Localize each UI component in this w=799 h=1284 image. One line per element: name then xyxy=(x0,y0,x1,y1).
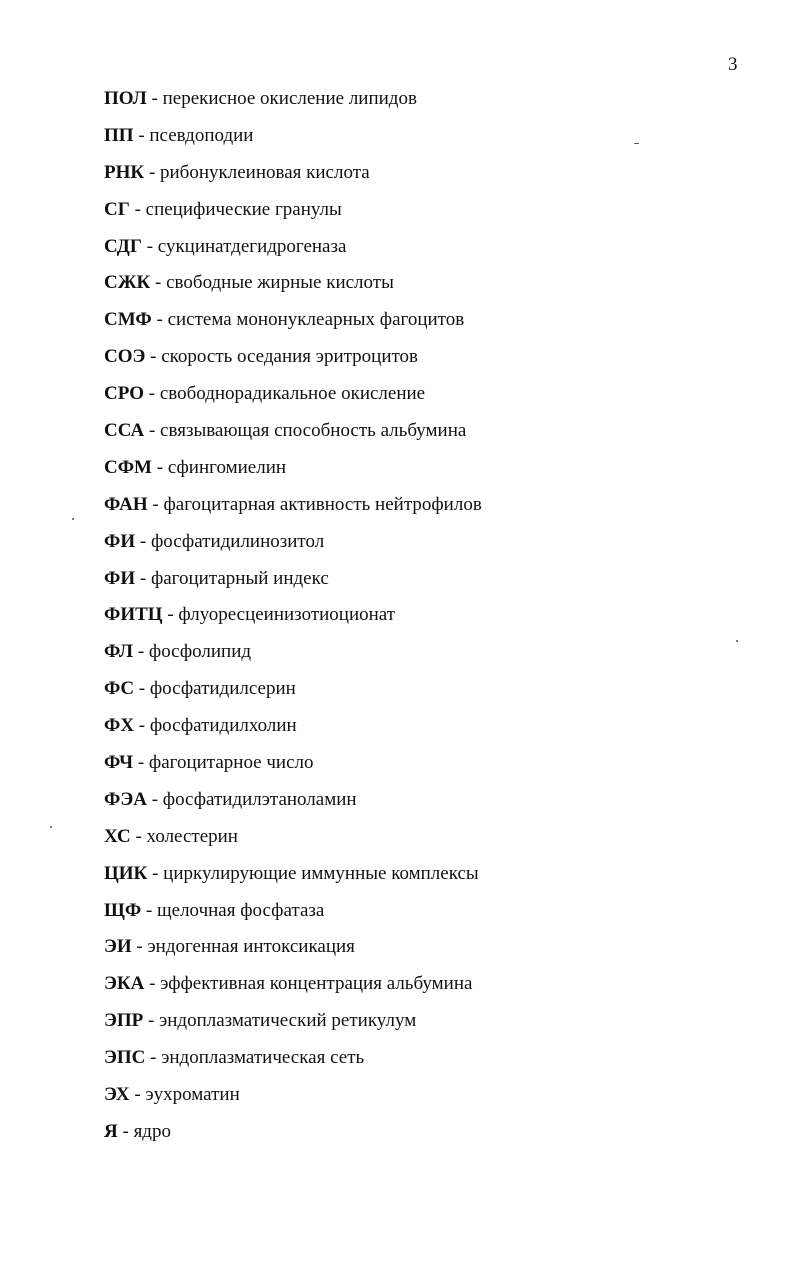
abbreviation-term: СФМ xyxy=(104,456,152,478)
abbreviation-definition: связывающая способность альбумина xyxy=(160,420,467,442)
abbreviation-separator: - xyxy=(146,788,163,810)
abbreviation-separator: - xyxy=(151,309,168,331)
abbreviation-entry xyxy=(104,1120,764,1157)
abbreviation-term: ЭКА xyxy=(104,973,145,995)
abbreviation-separator: - xyxy=(150,272,167,294)
abbreviation-entry xyxy=(104,751,764,788)
abbreviation-entry xyxy=(104,825,764,862)
abbreviation-definition: ядро xyxy=(133,1120,171,1142)
abbreviation-term: СГ xyxy=(104,198,130,220)
abbreviation-term: ФИ xyxy=(104,530,136,552)
abbreviation-separator: - xyxy=(130,825,147,847)
abbreviation-definition: фагоцитарный индекс xyxy=(150,567,329,589)
abbreviation-definition: холестерин xyxy=(146,825,238,847)
abbreviation-definition: фосфатидилэтаноламин xyxy=(162,788,357,810)
abbreviation-entry xyxy=(104,530,764,567)
abbreviation-entry xyxy=(104,271,764,308)
abbreviation-separator: - xyxy=(144,383,160,405)
abbreviation-list xyxy=(104,87,764,1157)
abbreviation-definition: эндогенная интоксикация xyxy=(147,936,355,958)
abbreviation-definition: фосфатидилинозитол xyxy=(150,530,325,552)
abbreviation-entry xyxy=(104,198,764,235)
abbreviation-term: Я xyxy=(104,1120,118,1142)
abbreviation-term: ЭХ xyxy=(104,1084,130,1106)
abbreviation-term: ФС xyxy=(104,678,135,700)
abbreviation-separator: - xyxy=(147,862,164,884)
abbreviation-separator: - xyxy=(129,1084,146,1106)
abbreviation-separator: - xyxy=(134,678,150,700)
abbreviation-definition: циркулирующие иммунные комплексы xyxy=(163,862,479,884)
scan-speck xyxy=(50,826,52,828)
abbreviation-term: СМФ xyxy=(104,309,152,331)
abbreviation-entry xyxy=(104,640,764,677)
abbreviation-definition: эффективная концентрация альбумина xyxy=(160,973,473,995)
abbreviation-term: ССА xyxy=(104,420,145,442)
abbreviation-entry xyxy=(104,419,764,456)
abbreviation-separator: - xyxy=(133,124,150,146)
scan-speck xyxy=(736,640,738,642)
abbreviation-term: ФХ xyxy=(104,715,135,737)
abbreviation-entry xyxy=(104,493,764,530)
abbreviation-definition: скорость оседания эритроцитов xyxy=(161,346,419,368)
abbreviation-term: ФЭА xyxy=(104,788,147,810)
abbreviation-term: ЭПС xyxy=(104,1047,146,1069)
abbreviation-term: ЭПР xyxy=(104,1010,144,1032)
abbreviation-term: СРО xyxy=(104,383,144,405)
abbreviation-definition: сфингомиелин xyxy=(167,456,287,478)
abbreviation-separator: - xyxy=(144,161,160,183)
abbreviation-entry xyxy=(104,972,764,1009)
abbreviation-definition: специфические гранулы xyxy=(145,198,342,220)
abbreviation-entry xyxy=(104,862,764,899)
abbreviation-entry xyxy=(104,567,764,604)
abbreviation-separator: - xyxy=(146,88,163,109)
abbreviation-definition: фосфатидилсерин xyxy=(149,678,296,700)
abbreviation-definition: фагоцитарное число xyxy=(148,752,314,774)
abbreviation-definition: псевдоподии xyxy=(149,124,254,146)
abbreviation-definition: эндоплазматическая сеть xyxy=(161,1047,365,1069)
page-number: 3 xyxy=(728,54,738,75)
abbreviation-term: ФЛ xyxy=(104,641,134,663)
abbreviation-separator: - xyxy=(133,641,149,663)
abbreviation-separator: - xyxy=(135,567,151,589)
abbreviation-entry xyxy=(104,714,764,751)
abbreviation-definition: флуоресцеинизотиоционат xyxy=(178,604,396,626)
abbreviation-definition: свободнорадикальное окисление xyxy=(159,383,426,405)
abbreviation-term: ФИТЦ xyxy=(104,604,163,626)
abbreviation-entry xyxy=(104,935,764,972)
abbreviation-separator: - xyxy=(145,346,162,368)
abbreviation-definition: сукцинатдегидрогеназа xyxy=(157,235,347,257)
abbreviation-term: ФЧ xyxy=(104,752,134,774)
abbreviation-separator: - xyxy=(141,899,158,921)
abbreviation-entry xyxy=(104,87,764,124)
abbreviation-definition: фагоцитарная активность нейтрофилов xyxy=(163,493,482,515)
abbreviation-separator: - xyxy=(133,752,149,774)
abbreviation-term: ФАН xyxy=(104,493,148,515)
abbreviation-entry xyxy=(104,677,764,714)
abbreviation-separator: - xyxy=(143,1010,160,1032)
abbreviation-separator: - xyxy=(151,456,168,478)
abbreviation-definition: фосфатидилхолин xyxy=(149,715,297,737)
abbreviation-term: ПОЛ xyxy=(104,88,147,109)
abbreviation-definition: система мононуклеарных фагоцитов xyxy=(167,309,465,331)
abbreviation-separator: - xyxy=(131,936,148,958)
abbreviation-separator: - xyxy=(162,604,179,626)
abbreviation-term: СОЭ xyxy=(104,346,146,368)
abbreviation-term: СДГ xyxy=(104,235,142,257)
abbreviation-entry xyxy=(104,603,764,640)
abbreviation-separator: - xyxy=(144,973,161,995)
abbreviation-definition: перекисное окисление липидов xyxy=(162,88,417,109)
abbreviation-separator: - xyxy=(145,1047,162,1069)
abbreviation-entry xyxy=(104,456,764,493)
abbreviation-term: РНК xyxy=(104,161,145,183)
abbreviation-separator: - xyxy=(135,530,151,552)
abbreviation-separator: - xyxy=(147,493,164,515)
abbreviation-entry xyxy=(104,235,764,272)
abbreviation-separator: - xyxy=(144,420,161,442)
abbreviation-definition: рибонуклеиновая кислота xyxy=(160,161,370,183)
abbreviation-entry xyxy=(104,788,764,825)
abbreviation-separator: - xyxy=(117,1120,134,1142)
abbreviation-definition: свободные жирные кислоты xyxy=(166,272,394,294)
abbreviation-separator: - xyxy=(129,198,146,220)
abbreviation-entry xyxy=(104,308,764,345)
abbreviation-term: СЖК xyxy=(104,272,151,294)
abbreviation-entry xyxy=(104,161,764,198)
abbreviation-entry xyxy=(104,345,764,382)
abbreviation-entry xyxy=(104,382,764,419)
abbreviation-term: ПП xyxy=(104,124,134,146)
abbreviation-separator: - xyxy=(134,715,150,737)
abbreviation-entry xyxy=(104,124,764,161)
abbreviation-term: ЩФ xyxy=(104,899,142,921)
abbreviation-entry xyxy=(104,899,764,936)
abbreviation-separator: - xyxy=(141,235,158,257)
abbreviation-term: ФИ xyxy=(104,567,136,589)
abbreviation-definition: щелочная фосфатаза xyxy=(157,899,325,921)
abbreviation-entry xyxy=(104,1009,764,1046)
abbreviation-definition: фосфолипид xyxy=(148,641,252,663)
abbreviation-definition: эухроматин xyxy=(145,1084,240,1106)
abbreviation-definition: эндоплазматический ретикулум xyxy=(159,1010,417,1032)
scan-speck xyxy=(72,518,74,520)
abbreviation-entry xyxy=(104,1083,764,1120)
abbreviation-term: ЦИК xyxy=(104,862,148,884)
abbreviation-term: ЭИ xyxy=(104,936,132,958)
abbreviation-term: ХС xyxy=(104,825,131,847)
abbreviation-entry xyxy=(104,1046,764,1083)
scan-speck xyxy=(634,143,639,144)
